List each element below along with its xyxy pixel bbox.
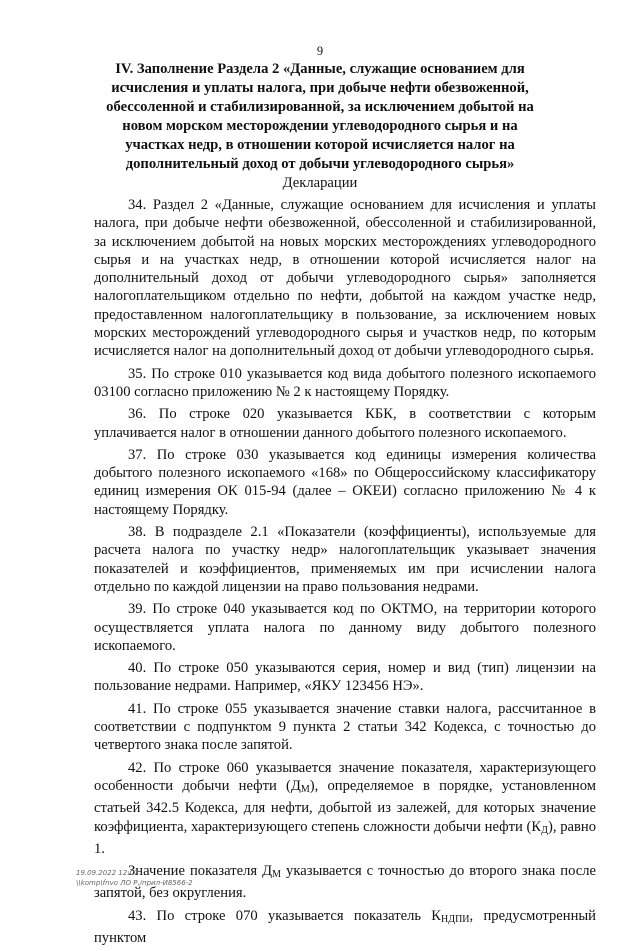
page-number: 9 (316, 44, 324, 58)
paragraph-42-text-c: ), равно 1. (94, 818, 596, 857)
footer-date: 19.09.2022 12:07 (76, 869, 139, 877)
paragraph-42 (94, 759, 596, 858)
paragraph-43-text-b: , предусмотренный пунктом (94, 907, 596, 946)
footer-stamp (76, 868, 193, 888)
paragraph-34: 34. Раздел 2 «Данные, служащие основанием для исчисления и уплаты налога, при добыче нефти обезвоженной, обессоленной и стабилизированной, за исключением добытой на новых морских месторождениях углеводородного сырья и на участках недр, в отношении которой исчисляется налог на дополнительный доход от добычи углеводородного сырья» заполняется налогоплательщиком отдельно по нефти, добытой на каждом участке недр, предоставленном налогоплательщику в пользование, за исключением новых морских месторождений углеводородного сырья и участков недр, по которым исчисляется налог на дополнительный доход от добычи углеводородного сырья. (94, 197, 596, 360)
paragraph-42-text-b: ), определяемое в порядке, установленном статьей 342.5 Кодекса, для нефти, добытой из залежей, для которых значение коэффициента, характеризующего степень сложности добычи нефти (К (94, 777, 597, 835)
paragraph-43-text-a: 43. По строке 070 указывается показатель К (128, 907, 442, 924)
subscript-m-2: М (272, 869, 282, 881)
paragraph-41: 41. По строке 055 указывается значение ставки налога, рассчитанное в соответствии с подпунктом 9 пункта 2 статьи 342 Кодекса, с точностью до четвертого знака после запятой. (94, 700, 596, 754)
paragraph-40: 40. По строке 050 указываются серия, номер и вид (тип) лицензии на пользование недрами. Например, «ЯКУ 123456 НЭ». (94, 660, 596, 695)
footer-file: \\komp\fnvo ЛО Р./прил-И8566-2 (76, 879, 193, 887)
paragraph-37: 37. По строке 030 указывается код единицы измерения количества добытого полезного ископаемого «168» по Общероссийскому классификатору единиц измерения ОК 015-94 (далее – ОКЕИ) согласно приложению № 4 к настоящему Порядку. (94, 446, 596, 518)
section-title-bold: IV. Заполнение Раздела 2 «Данные, служащие основанием для исчисления и уплаты налога, при добыче нефти обезвоженной, обессоленной и стабилизированной, за исключением добытой на новом морском месторождении углеводородного сырья и на участках недр, в отношении которой исчисляется налог на дополнительный доход от добычи углеводородного сырья» (106, 61, 534, 172)
paragraph-39: 39. По строке 040 указывается код по ОКТМО, на территории которого осуществляется уплата налога по данному виду добытого полезного ископаемого. (94, 601, 596, 654)
document-body (94, 196, 596, 951)
section-title-tail: Декларации (282, 175, 358, 191)
paragraph-42-extra-text-a: Значение показателя Д (128, 863, 273, 880)
paragraph-38: 38. В подразделе 2.1 «Показатели (коэффициенты), используемые для расчета налога по участку недр» налогоплательщик указывает значения показателей и коэффициентов, применяемых им при исчислении налога отдельно по каждой лицензии на право пользования недрами. (94, 524, 596, 595)
paragraph-36: 36. По строке 020 указывается КБК, в соответствии с которым уплачивается налог в отношении данного добытого полезного ископаемого. (94, 406, 596, 441)
subscript-d: Д (541, 824, 548, 836)
paragraph-35: 35. По строке 010 указывается код вида добытого полезного ископаемого 03100 согласно приложению № 2 к настоящему Порядку. (94, 365, 596, 400)
paragraph-43 (94, 907, 596, 948)
paragraph-42-text-a: 42. По строке 060 указывается значение показателя, характеризующего особенности добычи нефти (Д (94, 759, 596, 794)
paragraph-42-extra-text-b: указывается с точностью до второго знака после запятой, без округления. (94, 863, 596, 902)
section-title (95, 60, 545, 193)
subscript-ndpi: НДПИ (441, 913, 470, 925)
subscript-m: М (300, 783, 310, 795)
